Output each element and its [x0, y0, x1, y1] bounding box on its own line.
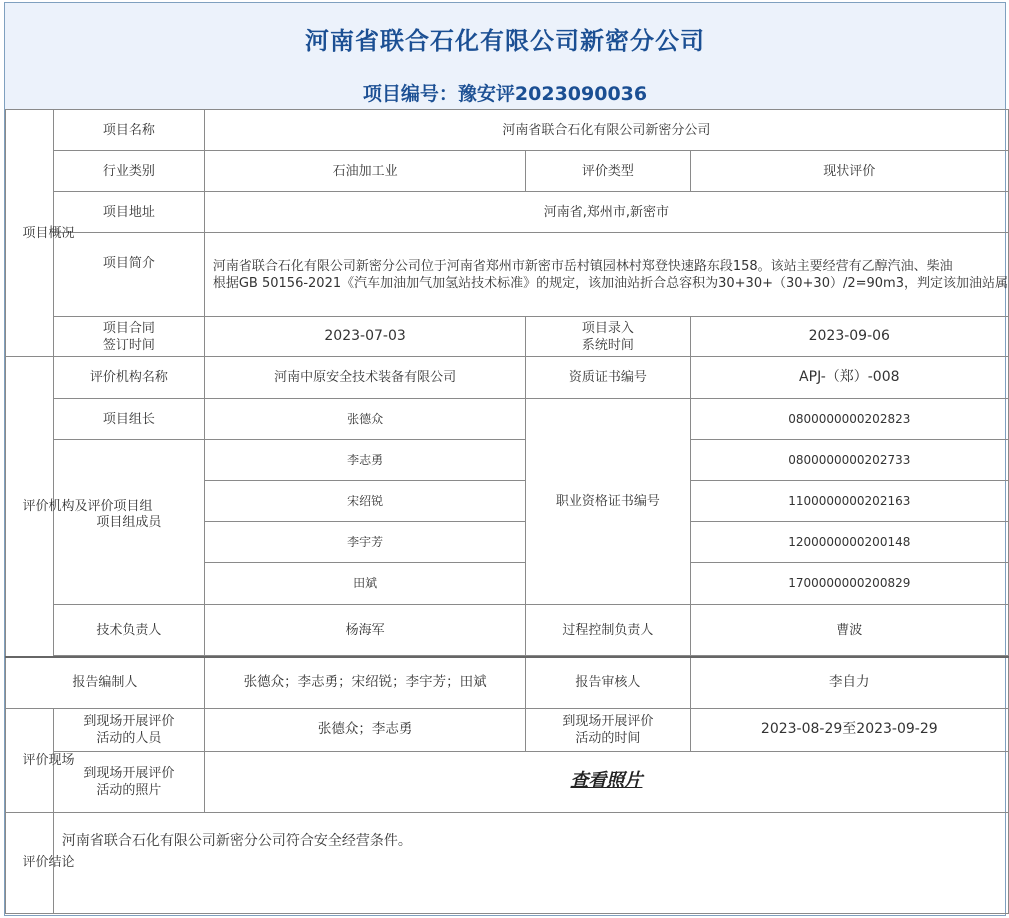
- tech-lead-value: 杨海军: [204, 605, 525, 656]
- project-number: [5, 79, 1005, 106]
- member-cert: 0800000000202733: [690, 440, 1008, 481]
- eval-type-label: 评价类型: [526, 151, 690, 192]
- site-time-label: 到现场开展评价 活动的时间: [526, 708, 690, 751]
- industry-label: 行业类别: [53, 151, 204, 192]
- leader-name: 张德众: [204, 399, 525, 440]
- site-photo-cell: [204, 751, 1008, 812]
- report-header: [5, 3, 1005, 109]
- member-name: 宋绍锐: [204, 481, 525, 522]
- report-reviewer-label: 报告审核人: [526, 657, 690, 708]
- member-cert: 1200000000200148: [690, 522, 1008, 563]
- site-time-value: 2023-08-29至2023-09-29: [690, 708, 1008, 751]
- entry-time-value: 2023-09-06: [690, 317, 1008, 357]
- site-photo-label: 到现场开展评价 活动的照片: [53, 751, 204, 812]
- cert-label: 资质证书编号: [526, 357, 690, 399]
- members-label: 项目组成员: [53, 440, 204, 605]
- summary-value: [204, 233, 1008, 317]
- project-number-value: 豫安评2023090036: [457, 83, 648, 105]
- leader-label: 项目组长: [53, 399, 204, 440]
- leader-cert: 0800000000202823: [690, 399, 1008, 440]
- contract-time-value: 2023-07-03: [204, 317, 525, 357]
- org-value: 河南中原安全技术装备有限公司: [204, 357, 525, 399]
- member-name: 李志勇: [204, 440, 525, 481]
- eval-type-value: 现状评价: [690, 151, 1008, 192]
- address-value: 河南省,郑州市,新密市: [204, 192, 1008, 233]
- tech-lead-label: 技术负责人: [53, 605, 204, 656]
- site-people-label: 到现场开展评价 活动的人员: [53, 708, 204, 751]
- member-name: 田斌: [204, 563, 525, 605]
- section-conclusion: 评价结论: [6, 812, 54, 913]
- member-name: 李宇芳: [204, 522, 525, 563]
- project-name-label: 项目名称: [53, 110, 204, 151]
- view-photos-link[interactable]: 查看照片: [570, 770, 643, 791]
- conclusion-text: 河南省联合石化有限公司新密分公司符合安全经营条件。: [53, 812, 1008, 913]
- section-overview: 项目概况: [6, 110, 54, 357]
- section-agency: 评价机构及评价项目组: [6, 357, 54, 658]
- process-lead-value: 曹波: [690, 605, 1008, 656]
- project-info-table: [5, 109, 1009, 914]
- summary-label: 项目简介: [53, 233, 204, 317]
- cert-value: APJ-（郑）-008: [690, 357, 1008, 399]
- report-reviewer-value: 李自力: [690, 657, 1008, 708]
- contract-time-label: 项目合同 签订时间: [53, 317, 204, 357]
- address-label: 项目地址: [53, 192, 204, 233]
- project-name-value: 河南省联合石化有限公司新密分公司: [204, 110, 1008, 151]
- site-people-value: 张德众；李志勇: [204, 708, 525, 751]
- org-label: 评价机构名称: [53, 357, 204, 399]
- qualification-label: 职业资格证书编号: [526, 399, 690, 605]
- summary-line-1: 河南省联合石化有限公司新密分公司位于河南省郑州市新密市岳村镇园林村郑登快速路东段158。该站主要经营有乙醇汽油、柴油: [212, 258, 953, 274]
- process-lead-label: 过程控制负责人: [526, 605, 690, 656]
- section-site: 评价现场: [6, 708, 54, 812]
- report-author-label: 报告编制人: [6, 657, 205, 708]
- company-title: 河南省联合石化有限公司新密分公司: [305, 27, 705, 55]
- industry-value: 石油加工业: [204, 151, 525, 192]
- report-author-value: 张德众；李志勇；宋绍锐；李宇芳；田斌: [204, 657, 525, 708]
- member-cert: 1700000000200829: [690, 563, 1008, 605]
- project-number-label: 项目编号：: [362, 83, 458, 105]
- summary-line-2: 根据GB 50156-2021《汽车加油加气加氢站技术标准》的规定，该加油站折合总容积为30+30+（30+30）/2=90m3，判定该加油站属: [212, 275, 1008, 291]
- entry-time-label: 项目录入 系统时间: [526, 317, 690, 357]
- member-cert: 1100000000202163: [690, 481, 1008, 522]
